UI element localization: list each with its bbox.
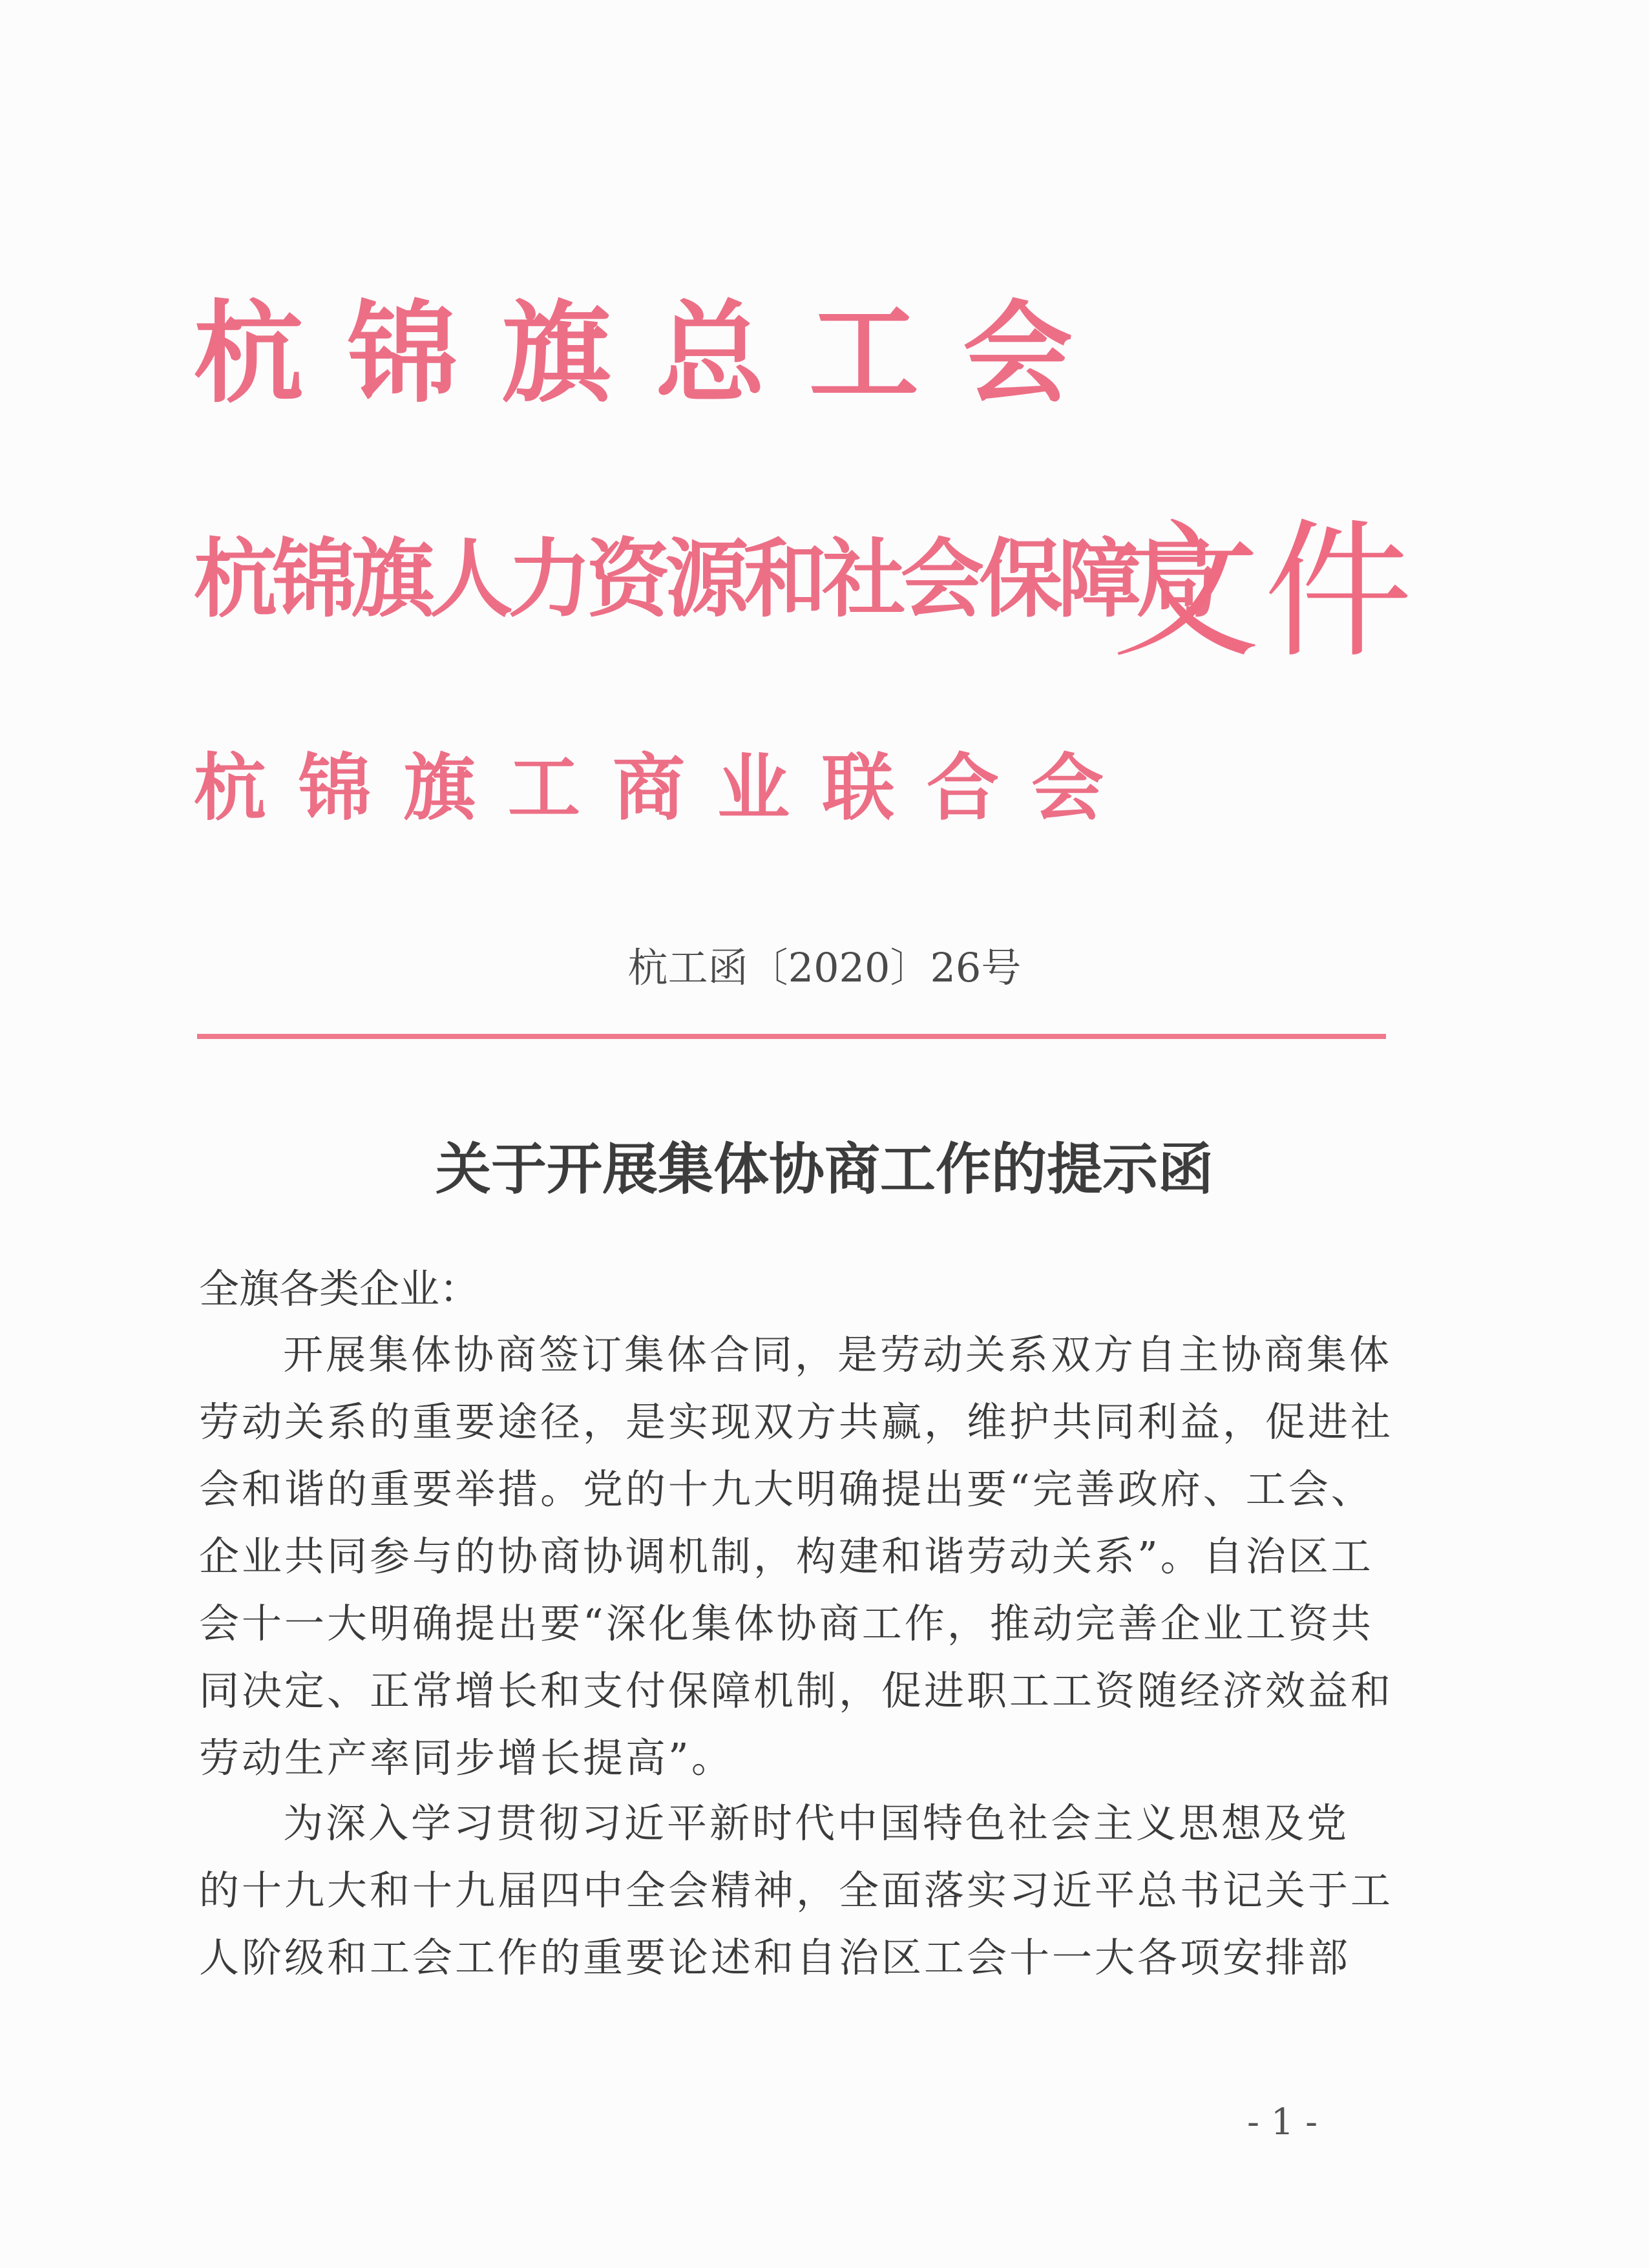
issuer-name-hr-bureau: 杭锦旗人力资源和社会保障局 xyxy=(194,529,1215,629)
paragraph-line: 劳动关系的重要途径，是实现双方共赢，维护共同利益，促进社 xyxy=(199,1398,1394,1445)
header-divider xyxy=(197,1034,1386,1039)
paragraph-line: 的十九大和十九届四中全会精神，全面落实习近平总书记关于工 xyxy=(199,1867,1394,1914)
paragraph-line: 开展集体协商签订集体合同，是劳动关系双方自主协商集体 xyxy=(283,1331,1392,1378)
paragraph-line: 会和谐的重要举措。党的十九大明确提出要“完善政府、工会、 xyxy=(199,1465,1374,1513)
paragraph-line: 会十一大明确提出要“深化集体协商工作，推动完善企业工资共 xyxy=(199,1600,1374,1647)
document-mark: 文件 xyxy=(1111,506,1417,678)
issuer-name-commerce-federation: 杭锦旗工商业联合会 xyxy=(194,746,1136,830)
document-title: 关于开展集体协商工作的提示函 xyxy=(436,1137,1213,1202)
issuer-name-federation: 杭锦旗总工会 xyxy=(194,289,1117,418)
paragraph-line: 为深入学习贯彻习近平新时代中国特色社会主义思想及党 xyxy=(283,1800,1350,1847)
paragraph-line: 人阶级和工会工作的重要论述和自治区工会十一大各项安排部 xyxy=(199,1934,1351,1981)
paragraph-line: 企业共同参与的协商协调机制，构建和谐劳动关系”。自治区工 xyxy=(199,1533,1374,1580)
body-paragraph-1 xyxy=(199,1321,1394,1792)
document-number: 杭工函〔2020〕26号 xyxy=(627,944,1022,991)
paragraph-line: 劳动生产率同步增长提高”。 xyxy=(199,1734,734,1781)
salutation: 全旗各类企业： xyxy=(199,1265,480,1312)
page-number: - 1 - xyxy=(1247,2101,1318,2143)
body-paragraph-2 xyxy=(199,1790,1394,1991)
paragraph-line: 同决定、正常增长和支付保障机制，促进职工工资随经济效益和 xyxy=(199,1667,1394,1714)
